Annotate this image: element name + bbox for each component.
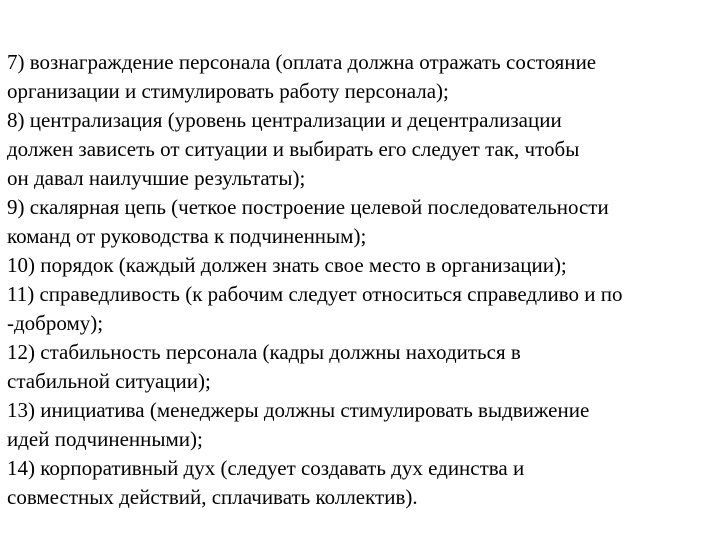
list-item-14-line-1: 14) корпоративный дух (следует создавать дух единства и [7, 456, 525, 480]
list-item-8 [7, 106, 713, 193]
list-item-7-line-2: организации и стимулировать работу персонала); [7, 79, 449, 103]
list-item-12-line-1: 12) стабильность персонала (кадры должны находиться в [7, 340, 521, 364]
list-item-11-line-1: 11) справедливость (к рабочим следует относиться справедливо и по [7, 282, 623, 306]
list-item-13 [7, 396, 713, 454]
list-item-8-line-2: должен зависеть от ситуации и выбирать его следует так, чтобы [7, 137, 580, 161]
list-item-9-line-2: команд от руководства к подчиненным); [7, 224, 367, 248]
list-item-12-line-2: стабильной ситуации); [7, 369, 211, 393]
list-item-12 [7, 338, 713, 396]
list-item-9 [7, 193, 713, 251]
list-item-14 [7, 454, 713, 512]
list-item-14-line-2: совместных действий, сплачивать коллектив). [7, 485, 418, 509]
list-item-11 [7, 280, 713, 338]
list-item-8-line-3: он давал наилучшие результаты); [7, 166, 306, 190]
list-item-10 [7, 251, 713, 280]
list-item-7-line-1: 7) вознаграждение персонала (оплата должна отражать состояние [7, 50, 597, 74]
list-item-7 [7, 48, 713, 106]
list-item-8-line-1: 8) централизация (уровень централизации и децентрализации [7, 108, 562, 132]
principles-list [7, 48, 713, 512]
list-item-11-line-2: -доброму); [7, 311, 104, 335]
list-item-13-line-1: 13) инициатива (менеджеры должны стимулировать выдвижение [7, 398, 590, 422]
list-item-9-line-1: 9) скалярная цепь (четкое построение целевой последовательности [7, 195, 609, 219]
list-item-10-line-1: 10) порядок (каждый должен знать свое место в организации); [7, 253, 567, 277]
list-item-13-line-2: идей подчиненными); [7, 427, 203, 451]
